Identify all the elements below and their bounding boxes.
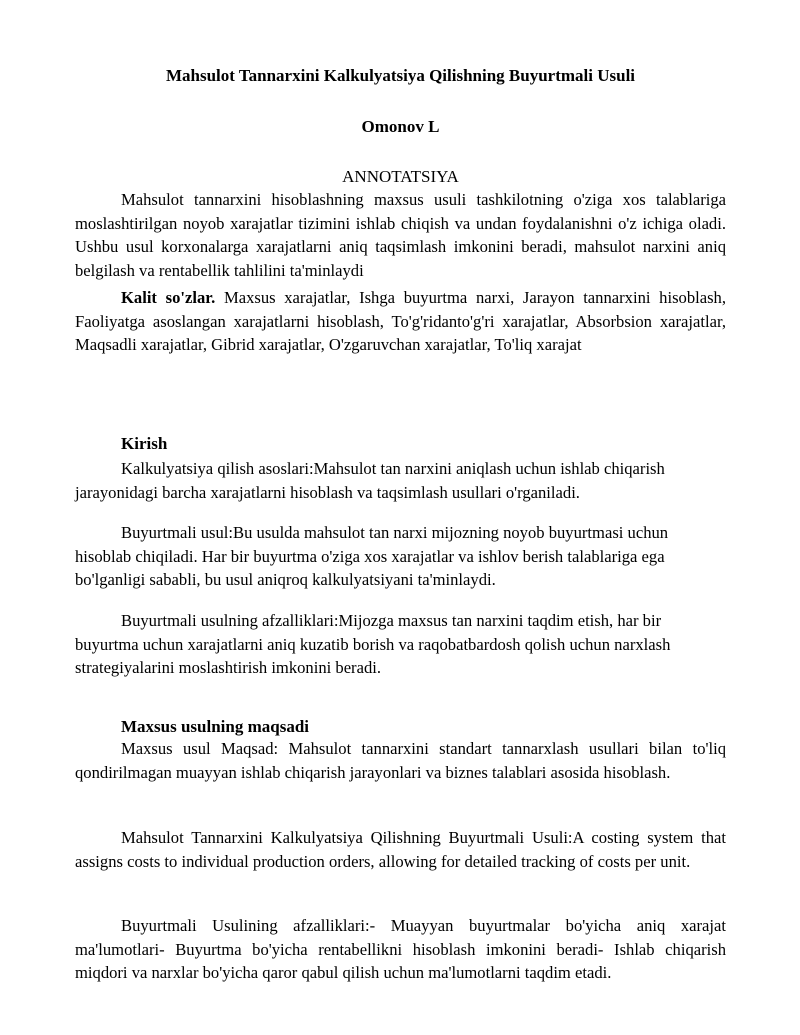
intro-paragraph-1: Kalkulyatsiya qilish asoslari:Mahsulot tan narxini aniqlash uchun ishlab chiqarish jarayonidagi barcha xarajatlarni hisoblash va taqsimlash usullari o'rganiladi. (75, 459, 665, 502)
keywords-paragraph (75, 286, 726, 357)
keywords-label: Kalit so'zlar. (121, 288, 216, 307)
intro-paragraph-2: Buyurtmali usul:Bu usulda mahsulot tan narxi mijozning noyob buyurtmasi uchun hisoblab chiqiladi. Har bir buyurtma o'ziga xos xarajatlar va ishlov berish talablariga ega bo'lganligi sababli, bu usul aniqroq kalkulyatsiyani ta'minlaydi. (75, 523, 669, 589)
keywords-text: Maxsus xarajatlar, Ishga buyurtma narxi, Jarayon tannarxini hisoblash, Faoliyatga asoslangan xarajatlarni hisoblash, To'g'ridanto'g'ri xarajatlar, Absorbsion xarajatlar, Maqsadli xarajatlar, Gibrid xarajatlar, O'zgaruvchan xarajatlar, To'liq xarajat (75, 288, 726, 354)
purpose-paragraph-2: Mahsulot Tannarxini Kalkulyatsiya Qilishning Buyurtmali Usuli:A costing system that assigns costs to individual production orders, allowing for detailed tracking of costs per unit. (75, 828, 726, 871)
annotation-heading: ANNOTATSIYA (342, 167, 459, 186)
annotation-text: Mahsulot tannarxini hisoblashning maxsus usuli tashkilotning o'ziga xos talablariga moslashtirilgan noyob xarajatlar tizimini ishlab chiqish va undan foydalanishni o'z ichiga oladi. Ushbu usul korxonalarga xarajatlarni aniq taqsimlash imkonini beradi, mahsulot narxini aniq belgilash va rentabellik tahlilini ta'minlaydi (75, 190, 726, 280)
intro-paragraph-3: Buyurtmali usulning afzalliklari:Mijozga maxsus tan narxini taqdim etish, har bir buyurtma uchun xarajatlarni aniq kuzatib borish va raqobatbardosh qolish uchun narxlash strategiyalarini moslashtirish imkonini beradi. (75, 611, 671, 677)
intro-heading: Kirish (121, 434, 168, 453)
purpose-heading: Maxsus usulning maqsadi (121, 717, 310, 736)
purpose-paragraph-3: Buyurtmali Usulining afzalliklari:- Muayyan buyurtmalar bo'yicha aniq xarajat ma'lumotlari- Buyurtma bo'yicha rentabellikni hisoblash imkonini beradi- Ishlab chiqarish miqdori va narxlar bo'yicha qaror qabul qilish uchun ma'lumotlarni taqdim etadi. (75, 916, 726, 982)
purpose-paragraph-1: Maxsus usul Maqsad: Mahsulot tannarxini standart tannarxlash usullari bilan to'liq qondirilmagan muayyan ishlab chiqarish jarayonlari va biznes talablari asosida hisoblash. (75, 739, 726, 782)
author-name: Omonov L (361, 117, 440, 136)
paper-title: Mahsulot Tannarxini Kalkulyatsiya Qilishning Buyurtmali Usuli (165, 66, 636, 85)
